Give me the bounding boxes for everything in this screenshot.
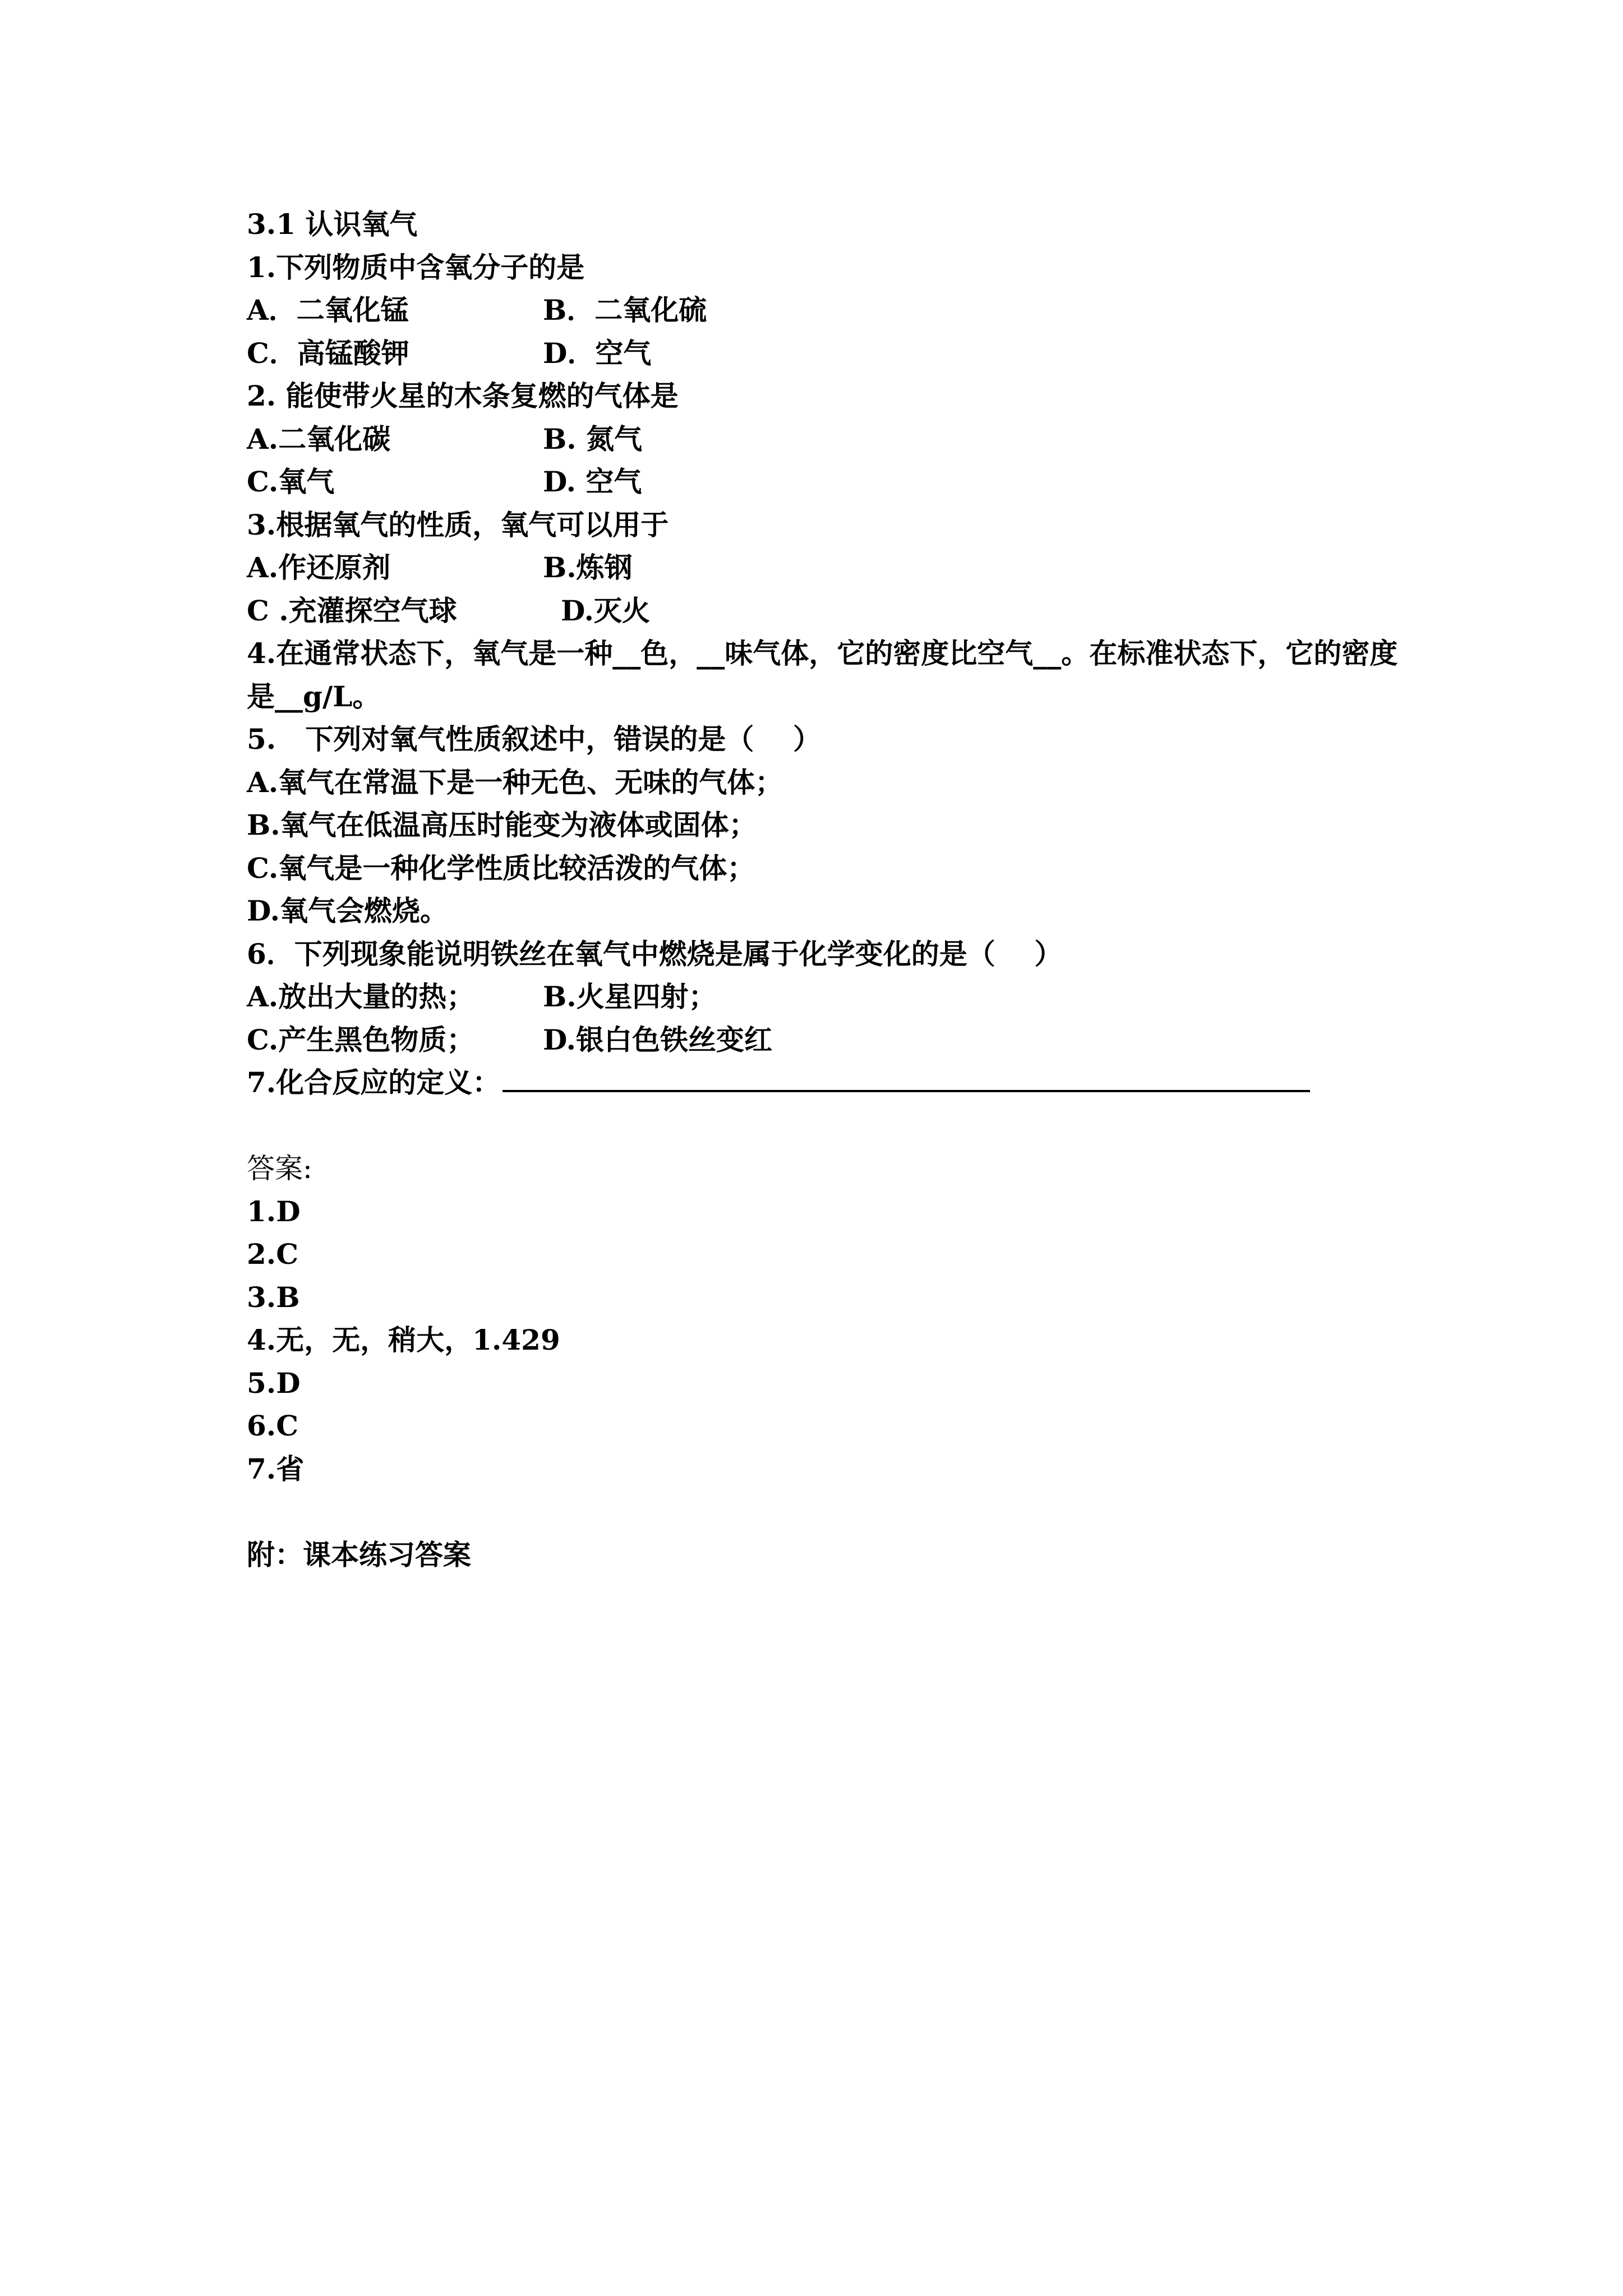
question-3-option-b: B.炼钢	[543, 551, 633, 584]
question-2-option-c: C.氧气	[247, 465, 335, 498]
question-5-stem: 5. 下列对氧气性质叙述中，错误的是（ ）	[247, 723, 822, 756]
answer-item: 5.D	[247, 1366, 301, 1400]
question-7-row	[247, 1061, 1413, 1105]
question-6-option-b: B.火星四射；	[543, 980, 717, 1013]
answer-item: 3.B	[247, 1280, 300, 1314]
answer-item: 1.D	[247, 1194, 301, 1228]
question-7-stem: 7.化合反应的定义：	[247, 1066, 501, 1099]
question-5-option-a: A.氧气在常温下是一种无色、无味的气体；	[247, 765, 783, 799]
question-6-options-row-2	[247, 1019, 1413, 1062]
question-5-option-b: B.氧气在低温高压时能变为液体或固体；	[247, 808, 757, 841]
answer-item: 7.省	[247, 1452, 305, 1485]
appendix-heading: 附：课本练习答案	[247, 1538, 471, 1571]
answers-heading: 答案:	[247, 1152, 312, 1185]
question-6-options-row-1	[247, 976, 1413, 1019]
question-1-stem: 1.下列物质中含氧分子的是	[247, 250, 585, 284]
question-6-stem: 6．下列现象能说明铁丝在氧气中燃烧是属于化学变化的是（ ）	[247, 937, 1063, 970]
question-2-options-row-2	[247, 461, 1413, 504]
question-2-option-a: A.二氧化碳	[247, 422, 391, 455]
question-3-stem: 3.根据氧气的性质，氧气可以用于	[247, 508, 669, 541]
question-6-option-a: A.放出大量的热；	[247, 980, 475, 1013]
question-2-option-d: D. 空气	[543, 465, 642, 498]
spacer	[247, 1490, 1413, 1534]
question-3-options-row-2	[247, 590, 1413, 633]
question-5-option-c: C.氧气是一种化学性质比较活泼的气体；	[247, 851, 755, 885]
question-3-option-c: C .充灌探空气球	[247, 593, 457, 627]
section-title: 3.1 认识氧气	[247, 208, 418, 241]
question-1-options-row-1	[247, 289, 1413, 332]
spacer	[247, 1105, 1413, 1148]
question-3-option-a: A.作还原剂	[247, 551, 391, 584]
question-3-option-d: D.灭火	[561, 593, 650, 627]
document-content	[247, 203, 1413, 1576]
question-2-option-b: B. 氮气	[543, 422, 643, 455]
answer-item: 2.C	[247, 1237, 298, 1271]
question-2-stem: 2. 能使带火星的木条复燃的气体是	[247, 379, 679, 412]
answer-item: 6.C	[247, 1409, 298, 1442]
question-7-answer-blank	[502, 1063, 1310, 1092]
question-1-option-d: D．空气	[543, 336, 652, 370]
question-6-option-c: C.产生黑色物质；	[247, 1023, 475, 1056]
answer-item: 4.无，无，稍大，1.429	[247, 1323, 560, 1356]
question-4-stem: 4.在通常状态下，氧气是一种__色，__味气体，它的密度比空气__。在标准状态下，它的密度是__g/L。	[247, 637, 1398, 713]
question-6-option-d: D.银白色铁丝变红	[543, 1023, 772, 1056]
question-3-options-row-1	[247, 546, 1413, 590]
question-5-option-d: D.氧气会燃烧。	[247, 894, 448, 927]
question-1-options-row-2	[247, 332, 1413, 375]
question-1-option-b: B．二氧化硫	[543, 293, 707, 326]
question-2-options-row-1	[247, 418, 1413, 461]
question-1-option-a: A．二氧化锰	[247, 293, 409, 326]
question-1-option-c: C．高锰酸钾	[247, 336, 409, 370]
